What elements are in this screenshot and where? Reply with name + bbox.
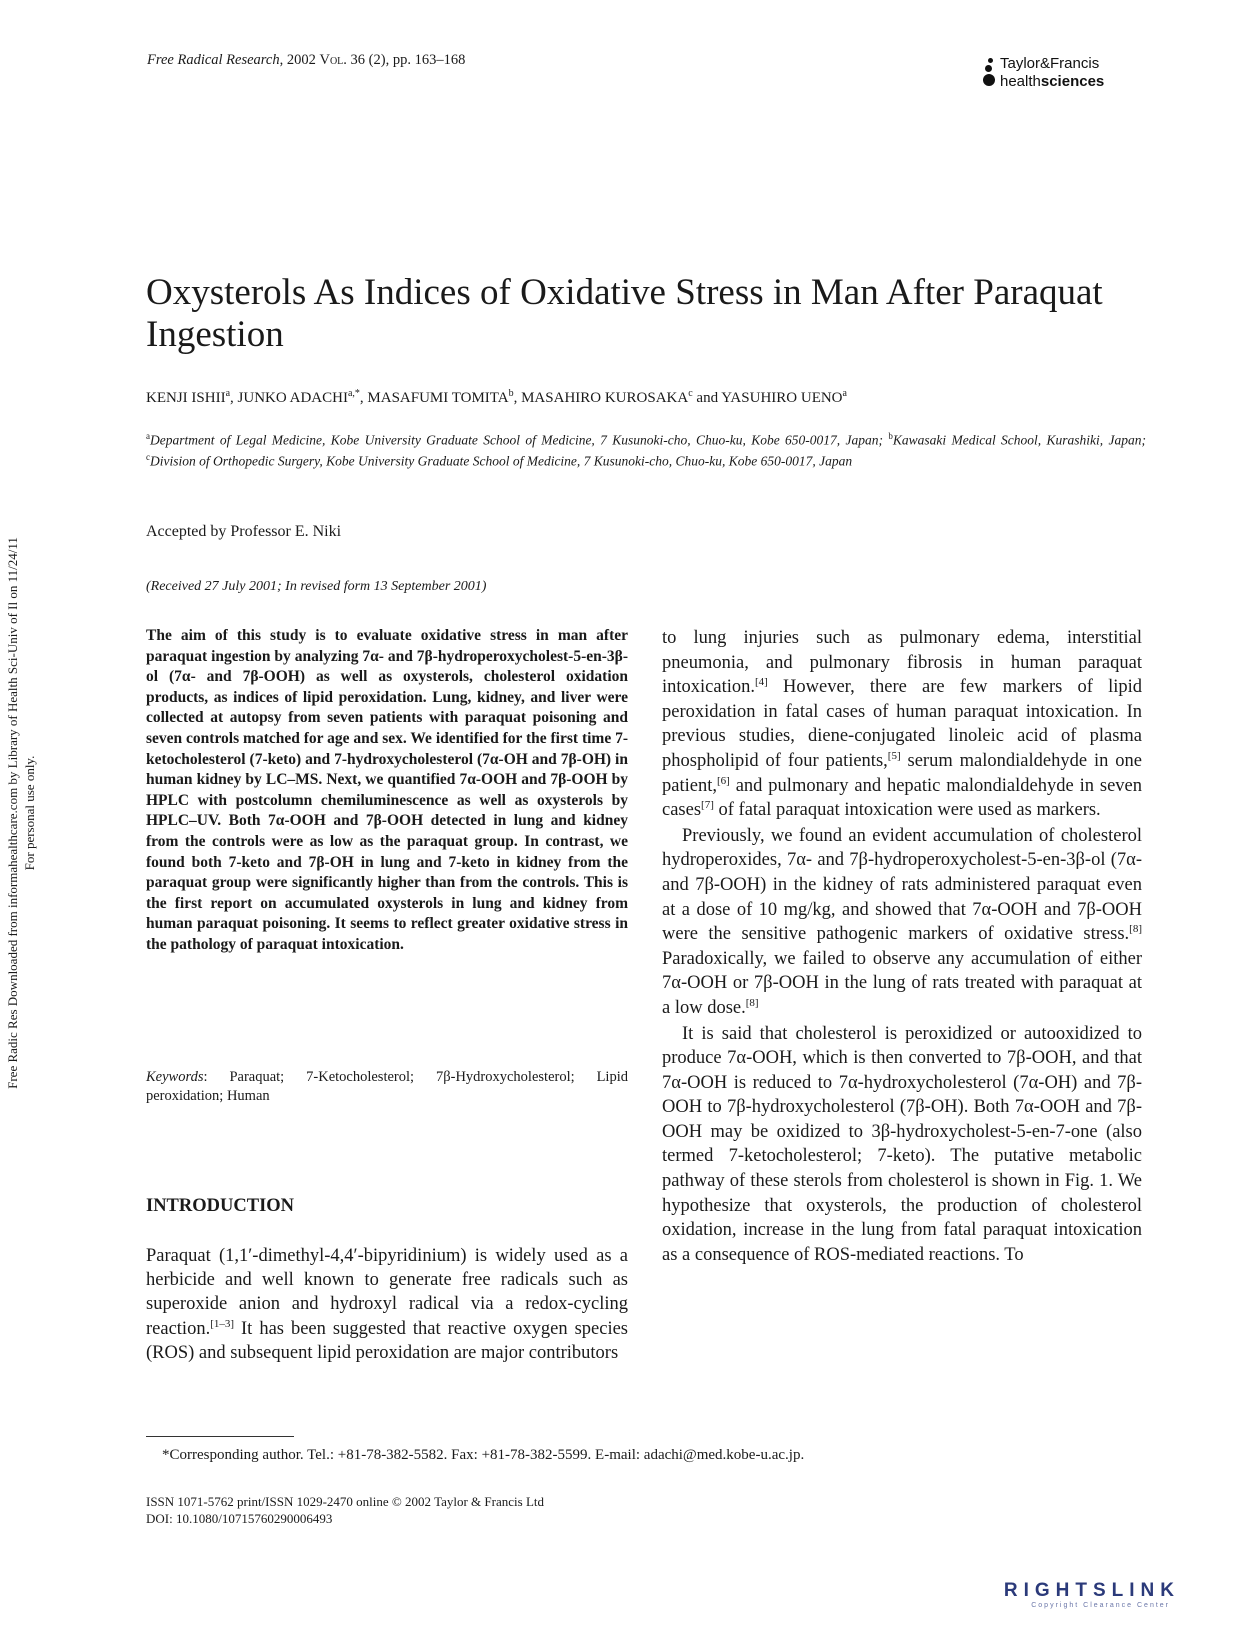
publisher-division-b: sciences	[1040, 73, 1105, 90]
keywords-label: Keywords	[146, 1069, 204, 1085]
rightslink-logo[interactable]: RIGHTSLINK	[1003, 1580, 1180, 1601]
citation-ref: [8]	[1129, 922, 1142, 935]
received-dates: (Received 27 July 2001; In revised form 13 September 2001)	[146, 579, 487, 594]
affiliation: Kawasaki Medical School, Kurashiki, Japan;	[892, 432, 1146, 448]
body-column-right	[662, 626, 1142, 1267]
journal-volume-pages: . 36 (2), pp. 163–168	[343, 52, 466, 68]
body-text: Paradoxically, we failed to observe any accumulation of either 7α-OOH or 7β-OOH in the lung of rats treated with paraquat at a low dose.	[662, 948, 1142, 1018]
affil-mark: c	[146, 452, 150, 462]
affiliation: Division of Orthopedic Surgery, Kobe University Graduate School of Medicine, 7 Kusunoki-cho, Chuo-ku, Kobe 650-0017, Japan	[150, 453, 853, 469]
watermark-line-1: Free Radic Res Downloaded from informahealthcare.com by Library of Health Sci-Univ of Il on 11/24/11	[5, 537, 20, 1089]
citation-ref: [1–3]	[210, 1317, 235, 1330]
doi-line: DOI: 10.1080/10715760290006493	[146, 1511, 333, 1526]
intro-paragraph	[146, 1244, 628, 1365]
author-affil-mark: a	[225, 388, 231, 399]
issn-line: ISSN 1071-5762 print/ISSN 1029-2470 online © 2002 Taylor & Francis Ltd	[146, 1494, 544, 1509]
journal-name: Free Radical Research	[147, 52, 280, 68]
author-separator: ,	[359, 390, 368, 406]
publisher-name: Taylor&Francis	[1000, 55, 1100, 72]
affil-mark: b	[888, 431, 893, 441]
rightslink-subtitle: Copyright Clearance Center	[1031, 1602, 1170, 1609]
citation-ref: [6]	[716, 774, 730, 787]
body-paragraph: It is said that cholesterol is peroxidized or autooxidized to produce 7α-OOH, which is then converted to 7β-OOH, and that 7α-OOH is reduced to 7α-hydroxycholesterol (7α-OH) and 7β-OOH to 7β-hydroxycholesterol (7β-OH). Both 7α-OOH and 7β-OOH may be oxidized to 3β-hydroxycholest-5-en-7-one (also termed 7-ketocholesterol; 7-keto). The putative metabolic pathway of these sterols from cholesterol is shown in Fig. 1. We hypothesize that oxysterols, the production of cholesterol oxidation, increase in the lung from fatal paraquat intoxication as a consequence of ROS-mediated reactions. To	[662, 1023, 1142, 1265]
download-watermark	[4, 458, 37, 1168]
author: MASAFUMI TOMITA	[367, 390, 509, 406]
footnote-rule	[146, 1436, 294, 1437]
citation-ref: [4]	[755, 676, 768, 689]
citation-ref: [7]	[701, 799, 714, 811]
publisher-division	[1000, 73, 1104, 91]
author-separator: ,	[230, 390, 238, 406]
section-heading-introduction: INTRODUCTION	[146, 1196, 295, 1216]
publisher-logo	[982, 55, 1142, 95]
author: KENJI ISHII	[146, 390, 226, 406]
author-list	[146, 388, 1126, 407]
body-paragraph	[662, 626, 1142, 823]
publisher-division-a: health	[1000, 73, 1041, 90]
abstract: The aim of this study is to evaluate oxidative stress in man after paraquat ingestion by analyzing 7α- and 7β-hydroperoxycholest-5-en-3β-ol (7α- and 7β-OOH) as well as oxysterols, cholesterol oxidation products, as indices of lipid peroxidation. Lung, kidney, and liver were collected at autopsy from seven patients with paraquat poisoning and seven controls matched for age and sex. We identified for the first time 7-ketocholesterol (7-keto) and 7-hydroxycholesterol (7α-OH and 7β-OH) in human kidney by LC–MS. Next, we quantified 7α-OOH and 7β-OOH by HPLC with postcolumn chemiluminescence as well as oxysterols by HPLC–UV. Both 7α-OOH and 7β-OOH detected in lung and kidney from the controls were as low as the paraquat group. In contrast, we found both 7-keto and 7β-OH in lung and 7-keto in kidney from the paraquat group were significantly higher than from the controls. This is the first report on accumulated oxysterols in lung and kidney from human paraquat poisoning. It seems to reflect greater oxidative stress in the pathology of paraquat intoxication.	[146, 627, 628, 953]
publisher-logo-icon	[982, 57, 1000, 93]
journal-year: , 2002	[279, 52, 320, 68]
author-separator: and	[692, 390, 722, 406]
body-text: to lung injuries such as pulmonary edema, interstitial pneumonia, and pulmonary fibrosis in human paraquat intoxication.	[662, 628, 1142, 698]
issn-block	[146, 1493, 544, 1527]
affil-mark: a	[146, 431, 150, 441]
author: YASUHIRO UENO	[721, 390, 843, 406]
accepted-by: Accepted by Professor E. Niki	[146, 523, 342, 540]
body-text: and pulmonary and hepatic malondialdehyde in seven cases	[662, 775, 1142, 821]
body-text: However, there are few markers of lipid peroxidation in fatal cases of human paraquat intoxication. In previous studies, diene-conjugated linoleic acid of plasma phospholipid of four patients,	[662, 677, 1142, 771]
author-affil-mark: b	[508, 388, 514, 399]
journal-citation	[147, 52, 465, 69]
author: MASAHIRO KUROSAKA	[521, 390, 689, 406]
intro-text-b: It has been suggested that reactive oxygen species (ROS) and subsequent lipid peroxidation are major contributors	[146, 1318, 628, 1363]
citation-ref: [8]	[745, 996, 759, 1009]
corresponding-author-footnote: *Corresponding author. Tel.: +81-78-382-5582. Fax: +81-78-382-5599. E-mail: adachi@med.kobe-u.ac.jp.	[162, 1447, 805, 1463]
citation-ref: [5]	[887, 749, 901, 762]
keywords-list: : Paraquat; 7-Ketocholesterol; 7β-Hydroxycholesterol; Lipid peroxidation; Human	[146, 1069, 628, 1104]
affiliations	[146, 428, 1146, 470]
author-affil-mark: c	[688, 388, 693, 399]
body-paragraph	[662, 824, 1142, 1021]
keywords	[146, 1068, 628, 1106]
article-title: Oxysterols As Indices of Oxidative Stress in Man After Paraquat Ingestion	[146, 272, 1103, 355]
body-text: of fatal paraquat intoxication were used as markers.	[713, 800, 1101, 821]
watermark-line-2: For personal use only.	[22, 755, 37, 871]
author-affil-mark: a,*	[347, 388, 360, 399]
body-text: Previously, we found an evident accumulation of cholesterol hydroperoxides, 7α- and 7β-hydroperoxycholest-5-en-3β-ol (7α- and 7β-OOH) in the kidney of rats administered paraquat even at a dose of 10 mg/kg, and showed that 7α-OOH and 7β-OOH were the sensitive pathogenic markers of oxidative stress.	[662, 825, 1142, 945]
journal-vol-label: Vol	[319, 52, 344, 68]
intro-text-a: Paraquat (1,1′-dimethyl-4,4′-bipyridinium) is widely used as a herbicide and well known to generate free radicals such as superoxide anion and hydroxyl radical via a redox-cycling reaction.	[146, 1246, 628, 1339]
affiliation: Department of Legal Medicine, Kobe University Graduate School of Medicine, 7 Kusunoki-cho, Chuo-ku, Kobe 650-0017, Japan;	[150, 432, 889, 448]
body-text: serum malondialdehyde in one patient,	[662, 750, 1142, 796]
author-affil-mark: a	[842, 388, 847, 399]
author: JUNKO ADACHI	[237, 390, 348, 406]
author-separator: ,	[513, 390, 522, 406]
